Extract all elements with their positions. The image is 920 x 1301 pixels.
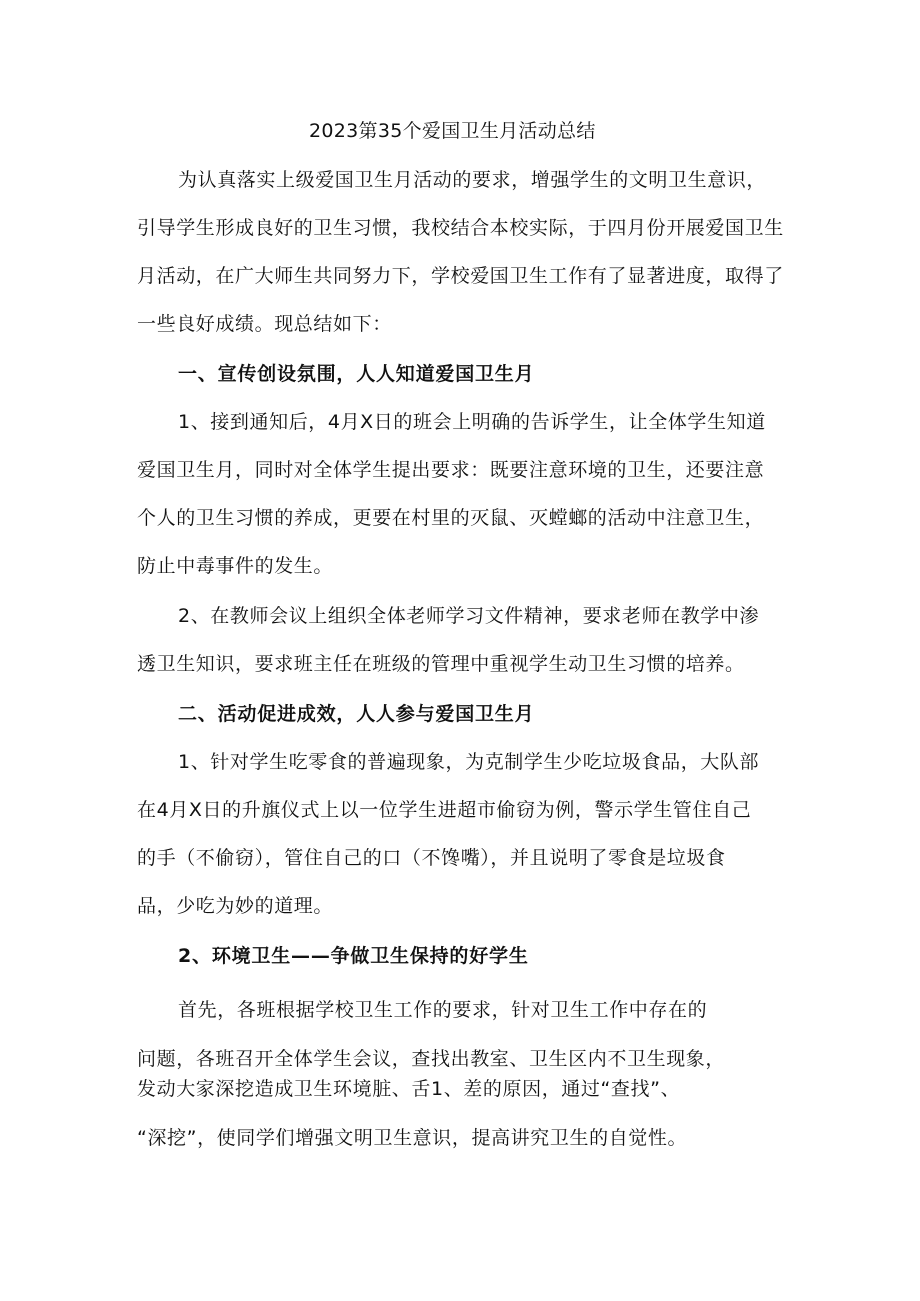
document-title: 2023第35个爱国卫生月活动总结 xyxy=(309,120,596,142)
section2-item2-heading: 2、环境卫生——争做卫生保持的好学生 xyxy=(178,945,529,967)
section2-heading: 二、活动促进成效，人人参与爱国卫生月 xyxy=(178,703,535,725)
section1-heading: 一、宣传创设氛围，人人知道爱国卫生月 xyxy=(178,363,535,385)
intro-line: 月活动，在广大师生共同努力下，学校爱国卫生工作有了显著进度，取得了 xyxy=(137,265,784,287)
section2-item2-line: 问题，各班召开全体学生会议，查找出教室、卫生区内不卫生现象， xyxy=(137,1048,726,1070)
section2-item1-line: 的手（不偷窃），管住自己的口（不馋嘴），并且说明了零食是垃圾食 xyxy=(137,847,726,869)
section2-item2-line: “深挖”，使同学们增强文明卫生意识，提高讲究卫生的自觉性。 xyxy=(137,1127,688,1149)
section1-item1-line: 个人的卫生习惯的养成，更要在村里的灭鼠、灭螳螂的活动中注意卫生， xyxy=(137,507,765,529)
section1-item2-line: 透卫生知识，要求班主任在班级的管理中重视学生动卫生习惯的培养。 xyxy=(137,653,745,675)
section2-item1-line: 在4月X日的升旗仪式上以一位学生进超市偷窃为例，警示学生管住自己 xyxy=(137,799,752,821)
section2-item1-line: 1、针对学生吃零食的普遍现象，为克制学生少吃垃圾食品，大队部 xyxy=(178,751,760,773)
section2-item2-line: 首先，各班根据学校卫生工作的要求，针对卫生工作中存在的 xyxy=(178,999,708,1021)
section1-item2-line: 2、在教师会议上组织全体老师学习文件精神，要求老师在教学中渗 xyxy=(178,605,760,627)
section1-item1-line: 爱国卫生月，同时对全体学生提出要求：既要注意环境的卫生，还要注意 xyxy=(137,459,765,481)
intro-line: 一些良好成绩。现总结如下： xyxy=(137,313,392,335)
section1-item1-line: 1、接到通知后，4月X日的班会上明确的告诉学生，让全体学生知道 xyxy=(178,411,766,433)
intro-line: 引导学生形成良好的卫生习惯，我校结合本校实际，于四月份开展爱国卫生 xyxy=(137,217,784,239)
intro-line: 为认真落实上级爱国卫生月活动的要求，增强学生的文明卫生意识， xyxy=(178,169,767,191)
section2-item1-line: 品，少吃为妙的道理。 xyxy=(137,895,334,917)
section2-item2-line: 发动大家深挖造成卫生环境脏、舌1、差的原因，通过“查找”、 xyxy=(137,1078,681,1100)
section1-item1-line: 防止中毒事件的发生。 xyxy=(137,555,334,577)
